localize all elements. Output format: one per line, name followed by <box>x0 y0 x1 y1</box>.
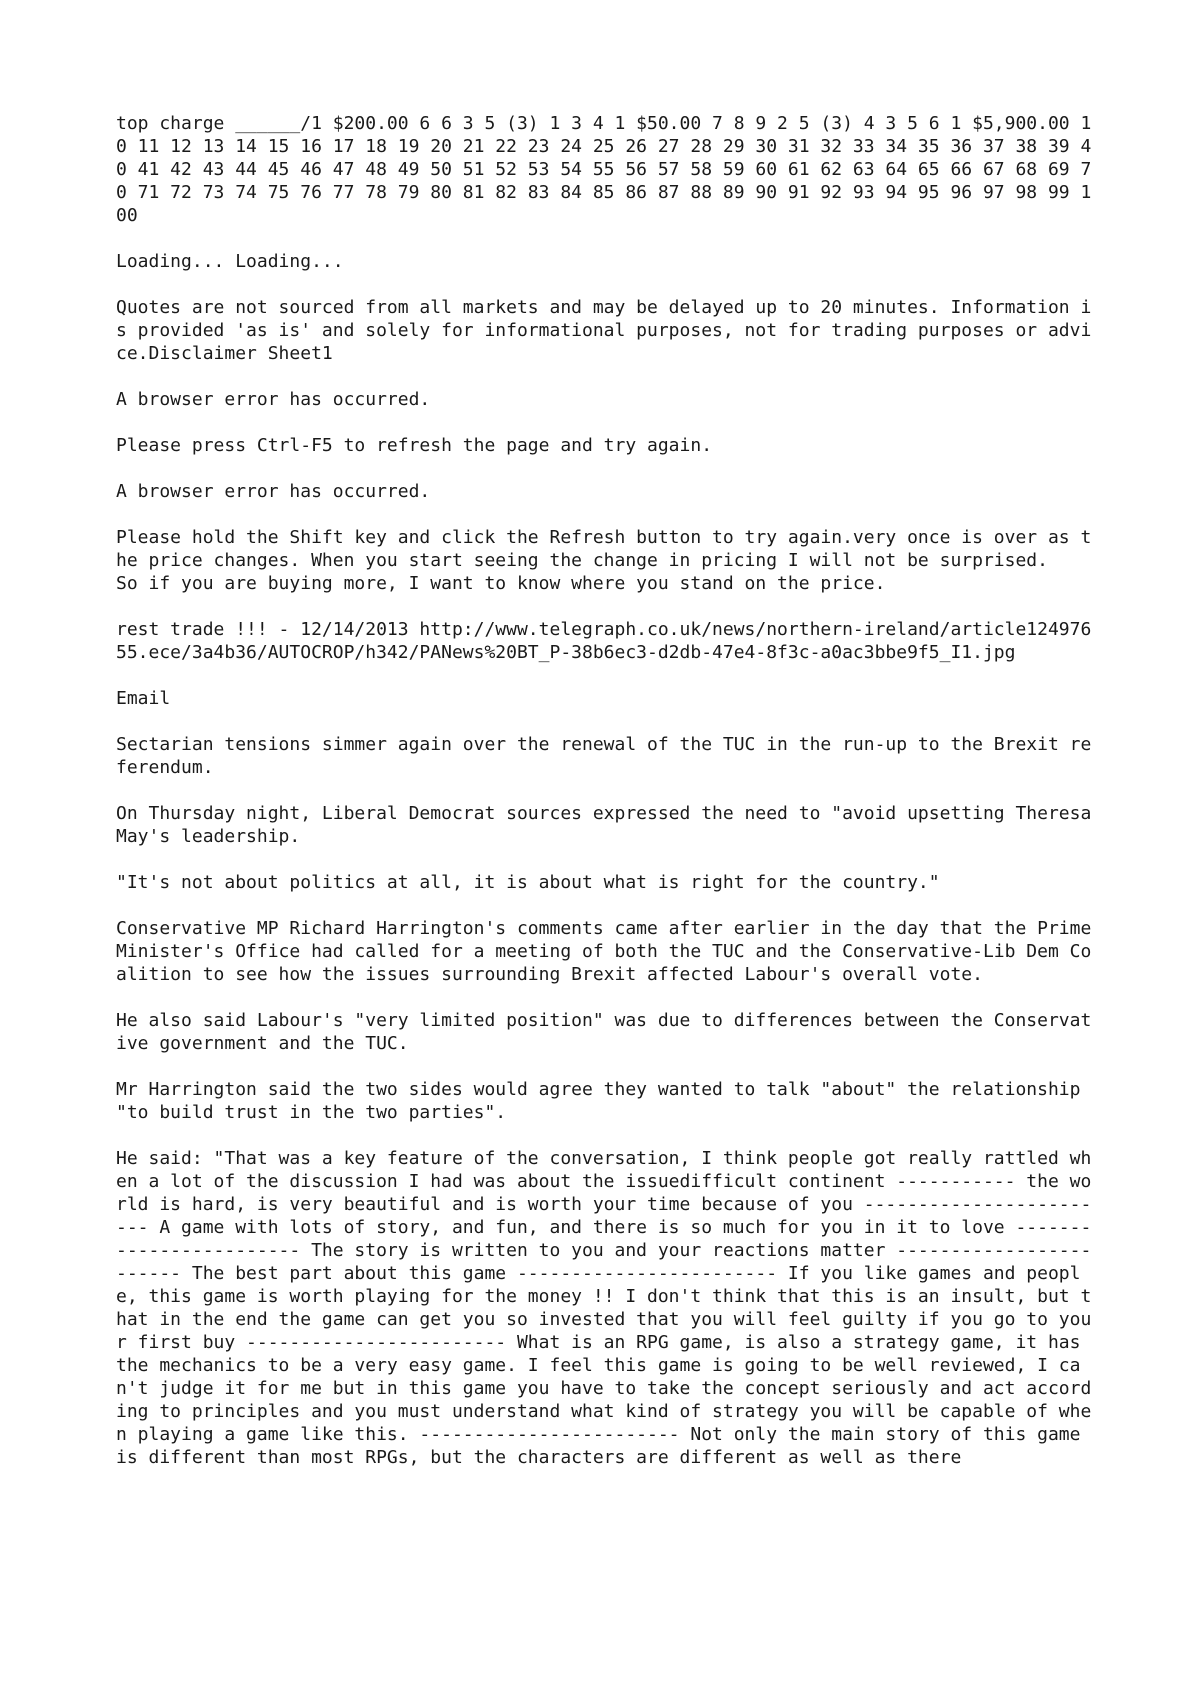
text-line: Please press Ctrl-F5 to refresh the page and try again. <box>116 435 713 456</box>
text-line: top charge ______/1 $200.00 6 6 3 5 (3) 1 3 4 1 $50.00 7 8 9 2 5 (3) 4 3 5 6 1 $5,900.00 10 11 12 13 14 15 16 17 18 19 20 21 22 23 24 25 26 27 28 29 30 31 32 33 34 35 36 37 38 39 40 41 42 43 44 45 46 47 48 49 50 51 52 53 54 55 56 57 58 59 60 61 62 63 64 65 66 67 68 69 70 71 72 73 74 75 76 77 78 79 80 81 82 83 84 85 86 87 88 89 90 91 92 93 94 95 96 97 98 99 100 <box>116 113 1092 226</box>
text-line: Conservative MP Richard Harrington's comments came after earlier in the day that the Prime Minister's Office had called for a meeting of both the TUC and the Conservative-Lib Dem Coalition to see how the issues surrounding Brexit affected Labour's overall vote. <box>116 918 1103 985</box>
price-list-paragraph <box>116 112 1096 227</box>
text-line: A browser error has occurred. <box>116 481 431 502</box>
text-line: So if you are buying more, I want to know where you stand on the price. <box>116 573 886 594</box>
email-paragraph <box>116 687 1096 710</box>
browser-error-paragraph <box>116 388 1096 411</box>
refresh-instruction-paragraph <box>116 434 1096 457</box>
document-page <box>116 112 1103 1492</box>
text-line: Sectarian tensions simmer again over the renewal of the TUC in the run-up to the Brexit referendum. <box>116 734 1092 778</box>
text-line: Mr Harrington said the two sides would agree they wanted to talk "about" the relationship "to build trust in the two parties". <box>116 1079 1092 1123</box>
shift-refresh-paragraph <box>116 526 1096 595</box>
text-line: rest trade !!! - 12/14/2013 http://www.telegraph.co.uk/news/northern-ireland/article12497655.ece/3a4b36/AUTOCROP/h342/PANews%20BT_P-38b6ec3-d2db-47e4-8f3c-a0ac3bbe9f5_I1.jpg <box>116 619 1092 663</box>
text-line: A browser error has occurred. <box>116 389 431 410</box>
text-line: On Thursday night, Liberal Democrat sources expressed the need to "avoid upsetting Theresa May's leadership. <box>116 803 1103 847</box>
text-line: He also said Labour's "very limited position" was due to differences between the Conservative government and the TUC. <box>116 1010 1092 1054</box>
loading-paragraph <box>116 250 1096 273</box>
article-paragraph <box>116 917 1103 986</box>
article-paragraph <box>116 1147 1096 1469</box>
url-paragraph <box>116 618 1096 664</box>
text-line: Please hold the Shift key and click the Refresh button to try again.very once is over as the price changes. When you start seeing the change in pricing I will not be surprised. <box>116 527 1092 571</box>
text-line: Email <box>116 688 171 709</box>
article-paragraph <box>116 871 1096 894</box>
article-paragraph <box>116 802 1103 848</box>
text-line: He said: "That was a key feature of the conversation, I think people got really rattled when a lot of the discussion I had was about the issuedifficult continent ----------- the world is hard, is very beautiful and is worth your time because of you ------------------------ A game with lots of story, and fun, and there is so much for you in it to love ------------------------ The story is written to you and your reactions matter ------------------------ The best part about this game ------------------------ If you like games and people, this game is worth playing for the money !! I don't think that this is an insult, but that in the end the game can get you so invested that you will feel guilty if you go to your first buy ------------------------ What is an RPG game, is also a strategy game, it has the mechanics to be a very easy game. I feel this game is going to be well reviewed, I can't judge it for me but in this game you have to take the concept seriously and act according to principles and you must understand what kind of strategy you will be capable of when playing a game like this. ------------------------ Not only the main story of this game is different than most RPGs, but the characters are different as well as there <box>116 1148 1092 1468</box>
disclaimer-paragraph <box>116 296 1096 365</box>
article-paragraph <box>116 733 1096 779</box>
browser-error-paragraph <box>116 480 1096 503</box>
article-paragraph <box>116 1078 1096 1124</box>
text-line: Loading... Loading... <box>116 251 344 272</box>
article-paragraph <box>116 1009 1096 1055</box>
text-line: Quotes are not sourced from all markets and may be delayed up to 20 minutes. Information is provided 'as is' and solely for informational purposes, not for trading purposes or advice.Disclaimer Sheet1 <box>116 297 1092 364</box>
text-line: "It's not about politics at all, it is about what is right for the country." <box>116 872 940 893</box>
